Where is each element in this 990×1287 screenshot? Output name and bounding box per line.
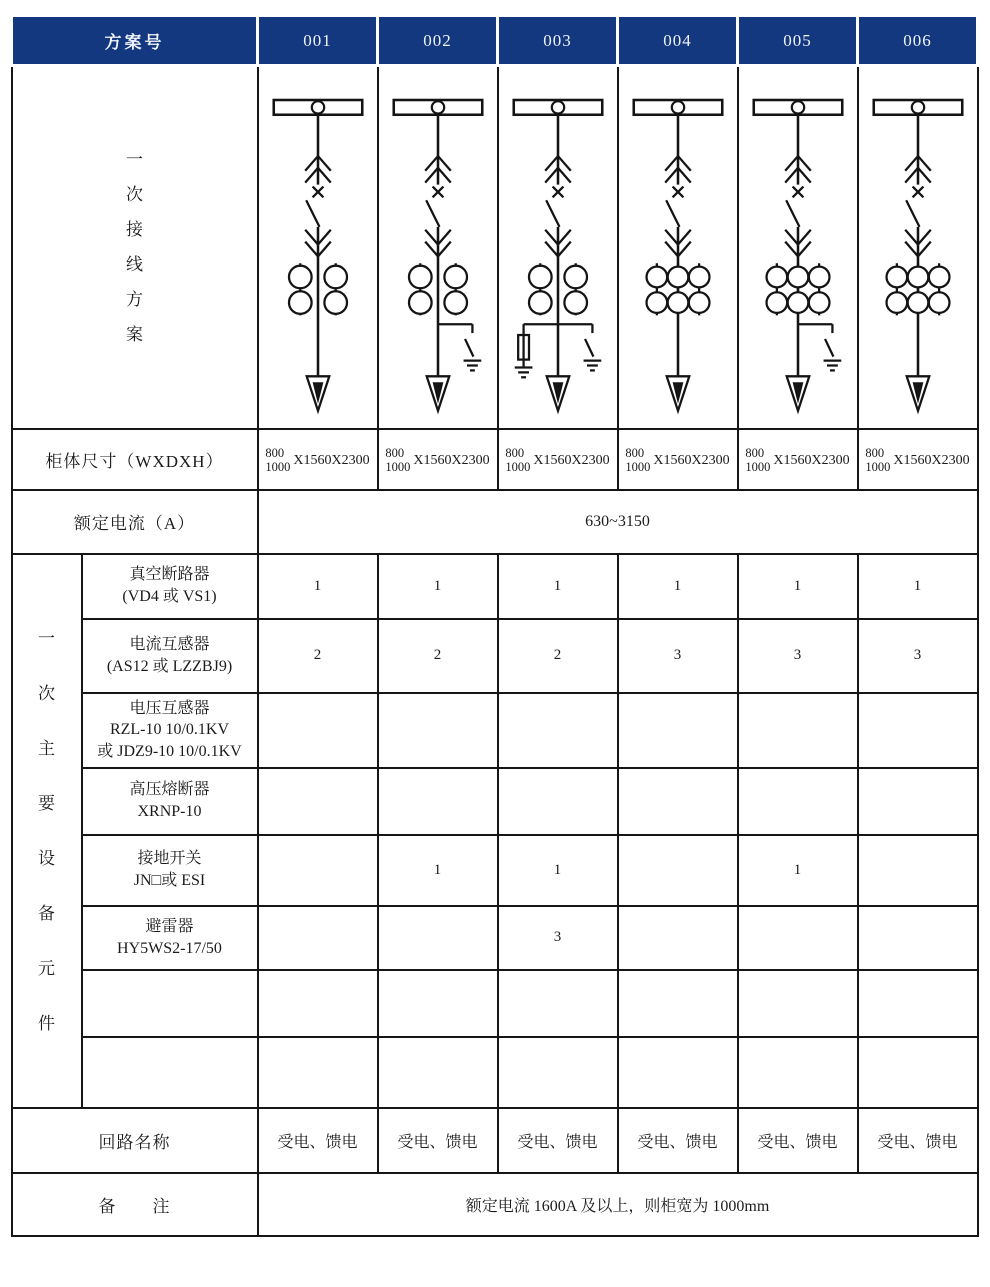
scheme-004-header: 004 [618,16,738,66]
cabinet-size-004 [618,429,738,490]
equipment-count-002: 1 [378,554,498,619]
equipment-count-002 [378,693,498,768]
equipment-count-003 [498,768,618,835]
equipment-count-003: 2 [498,619,618,693]
equipment-count-003 [498,1037,618,1108]
feeder-arrow-icon [786,376,809,410]
depth-height-value: X1560X2300 [293,452,370,468]
single-line-diagram [859,69,977,426]
vertical-label-char: 案 [126,325,143,345]
depth-height-value: X1560X2300 [413,452,490,468]
equipment-count-001 [258,693,378,768]
equipment-count-004 [618,970,738,1037]
busbar-icon [393,100,482,115]
equipment-count-002 [378,970,498,1037]
circuit-breaker-icon [786,186,803,226]
feeder-arrow-icon [546,376,569,410]
vertical-label-char: 方 [126,290,143,310]
equipment-row [12,970,978,1037]
equipment-count-001 [258,1037,378,1108]
equipment-count-003 [498,693,618,768]
earthing-switch-icon [558,324,601,370]
current-transformer-icon [288,263,311,315]
equipment-name [82,619,258,693]
equipment-count-002: 2 [378,619,498,693]
feeder-arrow-icon [666,376,689,410]
equipment-name [82,768,258,835]
circuit-name-row [12,1108,978,1173]
width-options: 800 1000 [385,446,411,474]
cabinet-size-value [745,447,849,473]
current-transformer-icon [564,263,587,315]
single-line-diagram [379,69,497,426]
equipment-name [82,835,258,906]
equipment-count-002 [378,768,498,835]
header-row [12,16,978,66]
equipment-count-006 [858,1037,978,1108]
equipment-name-text: 避雷器 HY5WS2-17/50 [117,917,222,957]
circuit-breaker-icon [426,186,443,226]
scheme-003-header: 003 [498,16,618,66]
cabinet-size-006 [858,429,978,490]
width-options: 800 1000 [265,446,291,474]
vertical-label-char: 件 [38,1013,55,1033]
equipment-count-006 [858,906,978,970]
equipment-row [12,554,978,619]
current-transformer-icon [766,263,787,315]
depth-height-value: X1560X2300 [653,452,730,468]
circuit-name-004: 受电、馈电 [618,1108,738,1173]
equipment-row [12,906,978,970]
equipment-count-005: 1 [738,835,858,906]
cabinet-size-002 [378,429,498,490]
equipment-count-004: 3 [618,619,738,693]
vertical-label-char: 接 [126,220,143,240]
equipment-count-005: 3 [738,619,858,693]
circuit-name-001: 受电、馈电 [258,1108,378,1173]
busbar-icon [753,100,842,115]
equipment-count-001: 2 [258,619,378,693]
equipment-name [82,693,258,768]
rated-current-label: 额定电流（A） [12,490,258,554]
wiring-diagram-004 [618,66,738,429]
vertical-label-char: 设 [38,848,55,868]
equipment-count-002 [378,1037,498,1108]
vertical-label-char: 主 [38,738,55,758]
equipment-count-001: 1 [258,554,378,619]
current-transformer-icon [907,263,928,315]
wiring-diagram-001 [258,66,378,429]
busbar-icon [633,100,722,115]
equipment-name [82,906,258,970]
vertical-label-char: 备 [38,903,55,923]
depth-height-value: X1560X2300 [533,452,610,468]
equipment-name-text: 真空断路器 (VD4 或 VS1) [122,566,217,605]
circuit-name-002: 受电、馈电 [378,1108,498,1173]
busbar-icon [273,100,362,115]
vertical-label-char: 线 [126,255,143,275]
equipment-count-004 [618,1037,738,1108]
width-options: 800 1000 [625,446,651,474]
width-options: 800 1000 [865,446,891,474]
feeder-arrow-icon [906,376,929,410]
feeder-arrow-icon [426,376,449,410]
equipment-count-002: 1 [378,835,498,906]
equipment-count-004 [618,768,738,835]
remark-row [12,1173,978,1236]
remark-value: 额定电流 1600A 及以上，则柜宽为 1000mm [258,1173,978,1236]
equipment-count-001 [258,970,378,1037]
scheme-001-header: 001 [258,16,378,66]
single-line-diagram [619,69,737,426]
equipment-count-003: 3 [498,906,618,970]
equipment-count-004 [618,906,738,970]
circuit-breaker-icon [666,186,683,226]
equipment-count-001 [258,768,378,835]
equipment-count-006 [858,693,978,768]
current-transformer-icon [667,263,688,315]
equipment-count-004 [618,693,738,768]
equipment-count-006 [858,835,978,906]
equipment-name [82,554,258,619]
equipment-count-005 [738,693,858,768]
equipment-name [82,970,258,1037]
vertical-label-char: 元 [38,958,55,978]
vertical-label-char: 次 [38,683,55,703]
equipment-count-001 [258,906,378,970]
single-line-diagram [259,69,377,426]
equipment-row [12,835,978,906]
equipment-section-label-text [13,611,81,1051]
equipment-name-text: 电压互感器 RZL-10 10/0.1KV 或 JDZ9-10 10/0.1KV [97,699,242,760]
cabinet-size-value [265,447,369,473]
circuit-breaker-icon [546,186,563,226]
current-transformer-icon [324,263,347,315]
vertical-label-char: 一 [126,150,143,170]
equipment-row [12,693,978,768]
single-line-diagram [499,69,617,426]
equipment-count-006 [858,768,978,835]
surge-arrester-icon [514,324,557,377]
wiring-diagram-003 [498,66,618,429]
current-transformer-icon [528,263,551,315]
scheme-006-header: 006 [858,16,978,66]
cabinet-size-row [12,429,978,490]
plan-number-label: 方案号 [12,16,258,66]
vertical-label-char: 要 [38,793,55,813]
width-options: 800 1000 [745,446,771,474]
circuit-name-label: 回路名称 [12,1108,258,1173]
equipment-count-003: 1 [498,554,618,619]
wiring-row [12,66,978,429]
circuit-breaker-icon [306,186,323,226]
equipment-row [12,768,978,835]
single-line-diagram [739,69,857,426]
cabinet-size-value [505,447,609,473]
equipment-count-005 [738,906,858,970]
equipment-count-006: 1 [858,554,978,619]
remark-label: 备 注 [12,1173,258,1236]
scheme-002-header: 002 [378,16,498,66]
earthing-switch-icon [798,324,841,370]
wiring-row-label-text [13,142,257,352]
wiring-row-label [12,66,258,429]
cabinet-size-value [865,447,969,473]
circuit-name-006: 受电、馈电 [858,1108,978,1173]
wiring-diagram-005 [738,66,858,429]
scheme-005-header: 005 [738,16,858,66]
equipment-count-005: 1 [738,554,858,619]
depth-height-value: X1560X2300 [773,452,850,468]
feeder-arrow-icon [306,376,329,410]
cabinet-size-label: 柜体尺寸（WXDXH） [12,429,258,490]
equipment-count-004 [618,835,738,906]
equipment-count-004: 1 [618,554,738,619]
equipment-row [12,1037,978,1108]
current-transformer-icon [688,263,709,315]
cabinet-size-001 [258,429,378,490]
current-transformer-icon [444,263,467,315]
equipment-row [12,619,978,693]
vertical-label-char: 一 [38,628,55,648]
wiring-diagram-002 [378,66,498,429]
current-transformer-icon [886,263,907,315]
equipment-name-text: 高压熔断器 XRNP-10 [129,781,210,820]
earthing-switch-icon [438,324,481,370]
circuit-name-005: 受电、馈电 [738,1108,858,1173]
circuit-breaker-icon [906,186,923,226]
equipment-count-005 [738,768,858,835]
current-transformer-icon [787,263,808,315]
equipment-name-text: 电流互感器 (AS12 或 LZZBJ9) [106,635,233,675]
vertical-label-char: 次 [126,185,143,205]
rated-current-row [12,490,978,554]
rated-current-value: 630~3150 [258,490,978,554]
equipment-count-005 [738,970,858,1037]
equipment-count-001 [258,835,378,906]
equipment-count-006 [858,970,978,1037]
current-transformer-icon [646,263,667,315]
cabinet-size-003 [498,429,618,490]
current-transformer-icon [928,263,949,315]
busbar-icon [513,100,602,115]
equipment-count-003: 1 [498,835,618,906]
scheme-table [10,14,979,1237]
current-transformer-icon [408,263,431,315]
equipment-count-006: 3 [858,619,978,693]
equipment-name-text: 接地开关 JN□或 ESI [133,850,206,889]
cabinet-size-value [385,447,489,473]
equipment-count-003 [498,970,618,1037]
current-transformer-icon [808,263,829,315]
equipment-section-label [12,554,82,1108]
scheme-table-sheet [10,14,979,1237]
wiring-diagram-006 [858,66,978,429]
equipment-count-002 [378,906,498,970]
equipment-name [82,1037,258,1108]
cabinet-size-005 [738,429,858,490]
cabinet-size-value [625,447,729,473]
depth-height-value: X1560X2300 [893,452,970,468]
equipment-count-005 [738,1037,858,1108]
equipment-section [12,554,978,1108]
width-options: 800 1000 [505,446,531,474]
busbar-icon [873,100,962,115]
circuit-name-003: 受电、馈电 [498,1108,618,1173]
